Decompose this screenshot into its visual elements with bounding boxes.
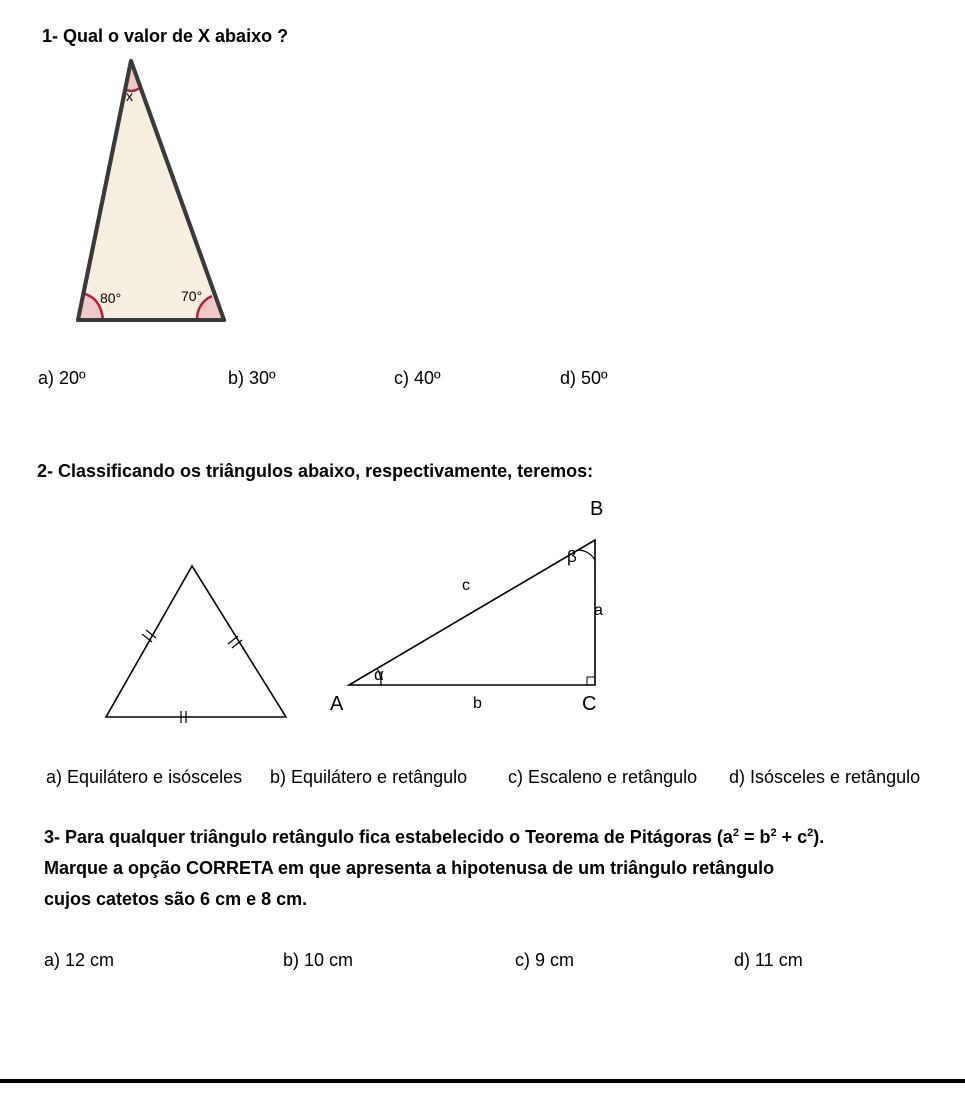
q1-option-a[interactable]: a) 20º (38, 368, 86, 388)
q2-beta-label: β (567, 547, 577, 566)
q1-option-d[interactable]: d) 50º (560, 368, 608, 388)
q1-label-70: 70° (181, 288, 203, 304)
q2-alpha-label: α (374, 665, 384, 684)
q1-label-x: x (126, 88, 133, 104)
q1-triangle-figure (70, 55, 240, 330)
q2-right-angle-mark (587, 677, 595, 685)
q1-option-c[interactable]: c) 40º (394, 368, 441, 388)
q3-option-d[interactable]: d) 11 cm (734, 950, 803, 970)
q2-beta-arc (578, 550, 595, 560)
question-3-line-3: cujos catetos são 6 cm e 8 cm. (44, 889, 308, 909)
question-1-title: 1- Qual o valor de X abaixo ? (42, 26, 289, 46)
q2-side-b-label: b (473, 695, 482, 712)
q2-option-d[interactable]: d) Isósceles e retângulo (729, 767, 921, 787)
q2-vertex-C: C (582, 693, 597, 715)
q2-option-a[interactable]: a) Equilátero e isósceles (46, 767, 243, 787)
q3-option-c[interactable]: c) 9 cm (515, 950, 575, 970)
q2-right-triangle-figure (320, 490, 620, 720)
q2-vertex-B: B (590, 498, 604, 520)
q2-side-c-label: c (462, 577, 470, 594)
q1-option-b[interactable]: b) 30º (228, 368, 276, 388)
q3-option-a[interactable]: a) 12 cm (44, 950, 115, 970)
q2-option-b[interactable]: b) Equilátero e retângulo (270, 767, 468, 787)
q2-side-a-label: a (594, 602, 603, 619)
bottom-rule (0, 1079, 965, 1083)
question-3-line-2: Marque a opção CORRETA em que apresenta a hipotenusa de um triângulo retângulo (44, 858, 775, 878)
q2-tick-right-1 (228, 636, 238, 644)
question-2-title: 2- Classificando os triângulos abaixo, respectivamente, teremos: (37, 461, 594, 481)
q2-vertex-A: A (330, 693, 344, 715)
q2-right-triangle (349, 540, 595, 685)
q1-triangle (78, 61, 224, 320)
q3-option-b[interactable]: b) 10 cm (283, 950, 354, 970)
q2-option-c[interactable]: c) Escaleno e retângulo (508, 767, 698, 787)
q2-equilateral-triangle-figure (100, 560, 295, 740)
q2-equilateral-triangle (106, 566, 286, 717)
question-3-title: 3- Para qualquer triângulo retângulo fica estabelecido o Teorema de Pitágoras $(a^2 = b^2 + c^2)$. (44, 827, 825, 847)
q1-label-80: 80° (100, 290, 122, 306)
